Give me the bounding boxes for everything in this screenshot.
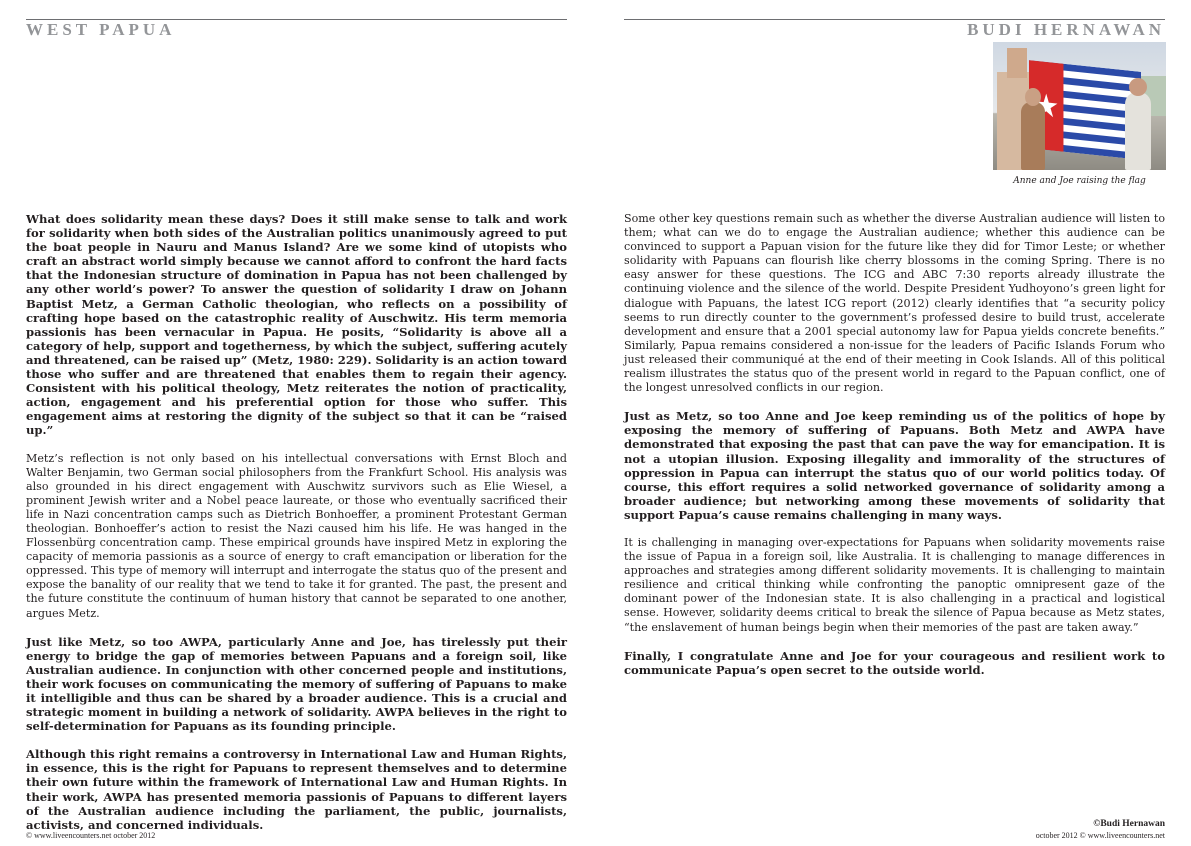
photo-person-anne-head <box>1025 88 1041 106</box>
footer-right: october 2012 © www.liveencounters.net <box>1035 831 1165 840</box>
footer-author-credit: ©Budi Hernawan <box>1093 819 1165 829</box>
photo-person-joe-head <box>1129 78 1147 96</box>
left-column <box>26 212 567 846</box>
paragraph: Some other key questions remain such as whether the diverse Australian audience will listen to them; what can we do to engage the Australian audience; whether this audience can be convinced to support a Papuan vision for the future like they did for Timor Leste; or whether solidarity with Papuans can flourish like cherry blossoms in the coming Spring. There is no easy answer for these questions. The ICG and ABC 7:30 reports already illustrate the continuing violence and the silence of the world. Despite President Yudhoyono’s green light for dialogue with Papuans, the latest ICG report (2012) clearly identifies that “a security policy seems to run directly counter to the government’s professed desire to build trust, accelerate development and ensure that a 2001 special autonomy law for Papua yields concrete benefits.” Similarly, Papua remains considered a non-issue for the leaders of Pacific Islands Forum who just released their communiqué at the end of their meeting in Cook Islands. All of this political realism illustrates the status quo of the present world in regard to the Papuan conflict, one of the longest unresolved conflicts in our region. <box>624 212 1165 395</box>
paragraph: Just as Metz, so too Anne and Joe keep reminding us of the politics of hope by exposing the memory of suffering of Papuans. Both Metz and AWPA have demonstrated that exposing the past that can pave the way for emancipation. It is not a utopian illusion. Exposing illegality and immorality of the structures of oppression in Papua can interrupt the status quo of our world politics today. Of course, this effort requires a solid networked governance of solidarity among a broader audience; but networking among these movements of solidarity that support Papua’s cause remains challenging in many ways. <box>624 409 1165 522</box>
author-title: BUDI HERNAWAN <box>967 20 1165 39</box>
paragraph: It is challenging in managing over-expectations for Papuans when solidarity movements raise the issue of Papua in a foreign soil, like Australia. It is challenging to manage differences in approaches and strategies among different solidarity movements. It is challenging to maintain resilience and critical thinking while confronting the panoptic omnipresent gaze of the dominant power of the Indonesian state. It is also challenging in a practical and logistical sense. However, solidarity deems critical to break the silence of Papua because as Metz states, “the enslavement of human beings begin when their memories of the past are taken away.” <box>624 535 1165 634</box>
paragraph: Finally, I congratulate Anne and Joe for your courageous and resilient work to communicate Papua’s open secret to the outside world. <box>624 648 1165 677</box>
section-title: WEST PAPUA <box>26 20 176 39</box>
paragraph: Metz’s reflection is not only based on his intellectual conversations with Ernst Bloch and Walter Benjamin, two German social philosophers from the Frankfurt School. His analysis was also grounded in his direct engagement with Auschwitz survivors such as Elie Wiesel, a prominent Jewish writer and a Nobel peace laureate, or those who eventually sacrificed their life in Nazi concentration camps such as Dietrich Bonhoeffer, a prominent Protestant German theologian. Bonhoeffer’s action to resist the Nazi caused him his life. He was hanged in the Flossenbürg concentration camp. These empirical grounds have inspired Metz in exploring the capacity of memoria passionis as a source of energy to craft emancipation or liberation for the oppressed. This type of memory will interrupt and interrogate the status quo of the present and expose the banality of our reality that we tend to take it for granted. The past, the present and the future constitute the continuum of human history that cannot be separated to one another, argues Metz. <box>26 451 567 620</box>
photo-person-joe <box>1125 92 1151 170</box>
footer-left: © www.liveencounters.net october 2012 <box>26 831 156 840</box>
photo-caption: Anne and Joe raising the flag <box>1013 176 1146 186</box>
photo-tower <box>1007 48 1027 78</box>
paragraph: Just like Metz, so too AWPA, particularly Anne and Joe, has tirelessly put their energy to bridge the gap of memories between Papuans and a foreign soil, like Australian audience. In conjunction with other concerned people and institutions, their work focuses on communicating the memory of suffering of Papuans to make it intelligible and thus can be shared by a broader audience. This is a crucial and strategic moment in building a network of solidarity. AWPA believes in the right to self-determination for Papuans as its founding principle. <box>26 634 567 734</box>
flag-raising-photo <box>993 42 1166 170</box>
paragraph: What does solidarity mean these days? Does it still make sense to talk and work for solidarity when both sides of the Australian politics unanimously agreed to put the boat people in Nauru and Manus Island? Are we some kind of utopists who craft an abstract world simply because we cannot afford to confront the hard facts that the Indonesian structure of domination in Papua has not been challenged by any other world’s power? To answer the question of solidarity I draw on Johann Baptist Metz, a German Catholic theologian, who reflects on a possibility of crafting hope based on the catastrophic reality of Auschwitz. His term memoria passionis has been vernacular in Papua. He posits, “Solidarity is above all a category of help, support and togetherness, by which the subject, suffering acutely and threatened, can be raised up” (Metz, 1980: 229). Solidarity is an action toward those who suffer and are threatened that enables them to regain their agency. Consistent with his political theology, Metz reiterates the notion of practicality, action, engagement and his preferential option for those who suffer. This engagement aims at restoring the dignity of the subject so that it can be “raised up.” <box>26 212 567 438</box>
right-column <box>624 212 1165 691</box>
paragraph: Although this right remains a controversy in International Law and Human Rights, in essence, this is the right for Papuans to represent themselves and to determine their own future within the framework of International Law and Human Rights. In their work, AWPA has presented memoria passionis of Papuans to different layers of the Australian audience including the parliament, the public, journalists, activists, and concerned individuals. <box>26 747 567 832</box>
photo-person-anne <box>1021 102 1045 170</box>
